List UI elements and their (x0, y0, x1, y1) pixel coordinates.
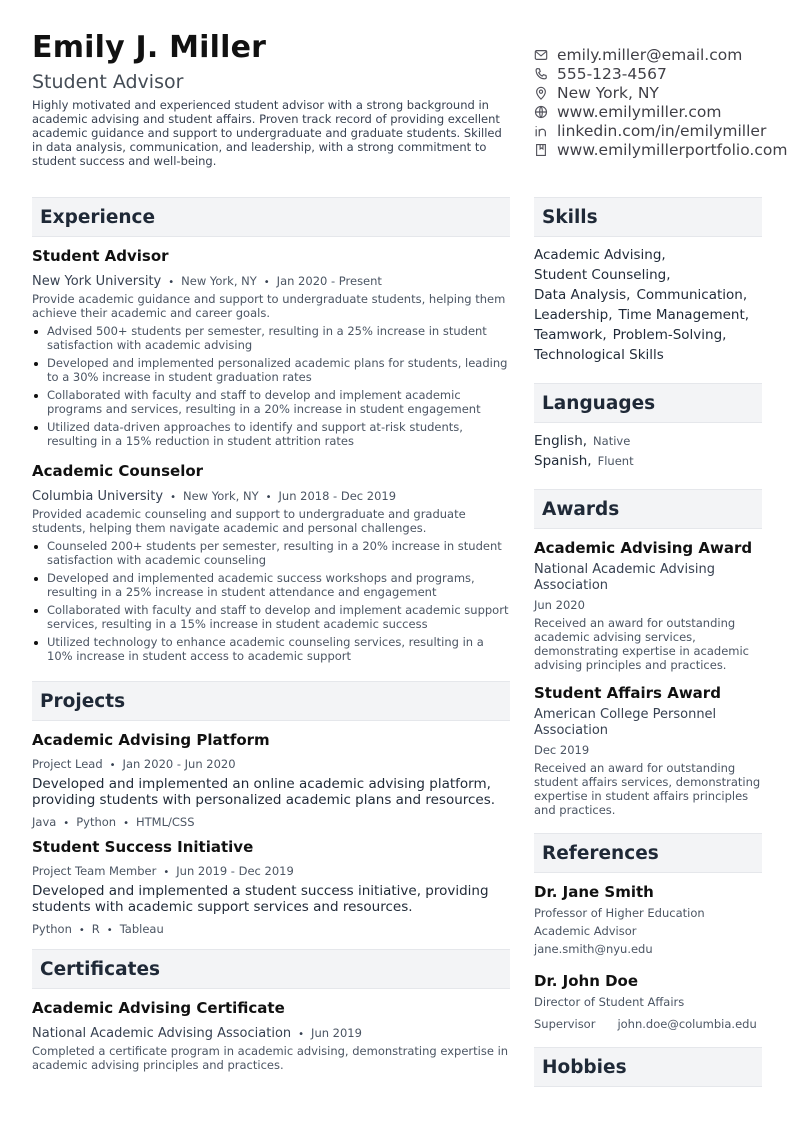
language-level: Fluent (597, 454, 634, 468)
experience-title: Academic Counselor (32, 462, 204, 480)
award-entry (534, 684, 762, 817)
project-tech: HTML/CSS (135, 815, 195, 829)
contact-website[interactable] (534, 102, 794, 121)
reference-position: Professor of Higher Education (534, 906, 705, 920)
resume-role: Student Advisor (32, 71, 184, 93)
award-org: National Academic Advising Association (534, 562, 715, 593)
experience-summary: Provide academic guidance and support to undergraduate students, helping them achieve their academic and career goals. (32, 292, 506, 320)
language-name: English, (534, 433, 588, 449)
project-description: Developed and implemented a student success initiative, providing students with academic support services and resources. (32, 883, 489, 915)
project-description: Developed and implemented an online academic advising platform, providing students with personalized academic plans and resources. (32, 776, 496, 808)
project-title: Student Success Initiative (32, 838, 254, 856)
reference-email[interactable]: jane.smith@nyu.edu (534, 942, 653, 956)
award-description: Received an award for outstanding academic advising services, demonstrating expertise in academic advising principles and practices. (534, 616, 749, 672)
contact-phone-text: 555-123-4567 (557, 64, 667, 83)
location-pin-icon (534, 86, 548, 100)
project-tech: Python (76, 815, 117, 829)
reference-position: Director of Student Affairs (534, 995, 685, 1009)
certificate-title: Academic Advising Certificate (32, 999, 285, 1017)
award-date: Dec 2019 (534, 743, 590, 757)
experience-bullet: Utilized technology to enhance academic counseling services, resulting in a 10% increase in student access to academic support (32, 635, 510, 663)
experience-bullet: Advised 500+ students per semester, resulting in a 25% increase in student satisfaction with academic advising (32, 324, 510, 352)
skills-row (534, 305, 762, 325)
experience-section-header (32, 197, 510, 237)
experience-meta-row (32, 270, 510, 289)
contact-phone[interactable] (534, 64, 794, 83)
skill-item: Problem-Solving, (612, 327, 727, 343)
contact-linkedin[interactable] (534, 121, 794, 140)
languages-heading: Languages (542, 393, 656, 414)
project-meta-row (32, 860, 510, 879)
portfolio-icon (534, 143, 548, 157)
separator-dot: • (170, 492, 176, 503)
experience-title: Student Advisor (32, 247, 169, 265)
certificates-section-header (32, 949, 510, 989)
reference-entry (534, 883, 762, 956)
globe-icon (534, 105, 548, 119)
language-level: Native (593, 434, 631, 448)
experience-location: New York, NY (183, 489, 259, 503)
reference-entry (534, 972, 762, 1032)
experience-bullets (32, 539, 510, 663)
separator-dot: • (298, 1029, 305, 1040)
experience-dates: Jun 2018 - Dec 2019 (278, 489, 397, 503)
project-role: Project Lead (32, 757, 103, 771)
separator-dot: • (265, 492, 272, 503)
certificate-date: Jun 2019 (311, 1026, 362, 1040)
experience-bullet: Collaborated with faculty and staff to develop and implement academic support services, resulting in a 15% increase in student academic success (32, 603, 510, 631)
contact-portfolio-text: www.emilymillerportfolio.com (557, 140, 788, 159)
award-entry (534, 539, 762, 672)
skill-item: Communication, (636, 287, 748, 303)
skills-row (534, 325, 762, 345)
reference-name: Dr. John Doe (534, 972, 639, 990)
experience-bullet: Developed and implemented personalized academic plans for students, leading to a 30% increase in student graduation rates (32, 356, 510, 384)
skill-item: Technological Skills (534, 347, 664, 363)
experience-location: New York, NY (181, 274, 257, 288)
experience-org: Columbia University (32, 489, 164, 504)
award-org: American College Personnel Association (534, 707, 717, 738)
awards-heading: Awards (542, 499, 620, 520)
project-tech: Python (32, 922, 72, 936)
experience-dates: Jan 2020 - Present (276, 274, 382, 288)
reference-relation: Academic Advisor (534, 924, 637, 938)
contact-list (534, 45, 794, 159)
certificate-meta-row (32, 1022, 510, 1041)
separator-dot: • (168, 277, 175, 288)
references-section-header (534, 833, 762, 873)
project-dates: Jan 2020 - Jun 2020 (122, 757, 236, 771)
projects-heading: Projects (40, 691, 126, 712)
award-title: Academic Advising Award (534, 539, 753, 557)
experience-bullet: Counseled 200+ students per semester, resulting in a 20% increase in student satisfaction with academic counseling (32, 539, 510, 567)
skill-item: Data Analysis, (534, 287, 631, 303)
projects-section-header (32, 681, 510, 721)
experience-entry (32, 462, 510, 667)
experience-bullet: Developed and implemented academic success workshops and programs, resulting in a 25% increase in student attendance and engagement (32, 571, 510, 599)
contact-email-text: emily.miller@email.com (557, 45, 743, 64)
project-tech: Java (32, 815, 57, 829)
separator-dot: • (163, 867, 170, 878)
contact-website-text: www.emilymiller.com (557, 102, 722, 121)
project-tech: R (91, 922, 100, 936)
skill-item: Student Counseling, (534, 267, 671, 283)
language-item (534, 451, 762, 471)
award-title: Student Affairs Award (534, 684, 721, 702)
project-tech: Tableau (119, 922, 164, 936)
reference-email[interactable]: john.doe@columbia.edu (617, 1017, 757, 1031)
references-heading: References (542, 843, 659, 864)
reference-contact-row (534, 1013, 762, 1032)
skill-item: Academic Advising, (534, 247, 666, 263)
experience-heading: Experience (40, 207, 156, 228)
experience-bullet: Collaborated with faculty and staff to develop and implement academic programs and services, resulting in a 20% increase in student engagement (32, 388, 510, 416)
contact-portfolio[interactable] (534, 140, 794, 159)
project-entry (32, 838, 510, 937)
phone-icon (534, 67, 548, 81)
skills-row (534, 285, 762, 305)
language-item (534, 431, 762, 451)
project-role: Project Team Member (32, 864, 157, 878)
skills-row (534, 245, 762, 265)
languages-list (534, 431, 762, 471)
mail-icon (534, 48, 548, 62)
award-date: Jun 2020 (534, 598, 585, 612)
contact-email[interactable] (534, 45, 794, 64)
contact-location (534, 83, 794, 102)
experience-org: New York University (32, 274, 162, 289)
skills-list (534, 245, 762, 365)
contact-location-text: New York, NY (557, 83, 659, 102)
experience-meta-row (32, 485, 510, 504)
skills-row (534, 265, 762, 285)
contact-linkedin-text: linkedin.com/in/emilymiller (557, 121, 767, 140)
separator-dot: • (263, 277, 270, 288)
resume-summary: Highly motivated and experienced student advisor with a strong background in academic advising and student affairs. Proven track record of providing excellent academic guidance and support to undergraduate and graduate students. Skilled in data analysis, communication, and leadership, with a strong commitment to student success and well-being. (32, 98, 502, 168)
project-meta-row (32, 753, 510, 772)
project-entry (32, 731, 510, 830)
experience-bullet: Utilized data-driven approaches to identify and support at-risk students, resulting in a 15% reduction in student attrition rates (32, 420, 510, 448)
skill-item: Time Management, (618, 307, 750, 323)
linkedin-icon (534, 124, 548, 138)
reference-relation: Supervisor (534, 1017, 596, 1031)
certificate-org: National Academic Advising Association (32, 1026, 292, 1041)
project-tech-list (32, 811, 510, 830)
skill-item: Teamwork, (534, 327, 607, 343)
separator-dot: • (63, 818, 70, 829)
separator-dot: • (109, 760, 116, 771)
reference-name: Dr. Jane Smith (534, 883, 654, 901)
separator-dot: • (123, 818, 129, 829)
awards-section-header (534, 489, 762, 529)
skill-item: Leadership, (534, 307, 613, 323)
project-dates: Jun 2019 - Dec 2019 (176, 864, 294, 878)
skills-row (534, 345, 762, 365)
hobbies-heading: Hobbies (542, 1057, 627, 1078)
experience-entry (32, 247, 510, 452)
languages-section-header (534, 383, 762, 423)
certificate-description: Completed a certificate program in academic advising, demonstrating expertise in academic advising principles and practices. (32, 1044, 509, 1072)
resume-name: Emily J. Miller (32, 30, 267, 65)
certificates-heading: Certificates (40, 959, 160, 980)
experience-bullets (32, 324, 510, 448)
skills-heading: Skills (542, 207, 598, 228)
project-title: Academic Advising Platform (32, 731, 270, 749)
hobbies-section-header (534, 1047, 762, 1087)
skills-section-header (534, 197, 762, 237)
project-tech-list (32, 918, 510, 937)
separator-dot: • (106, 925, 113, 936)
separator-dot: • (78, 925, 85, 936)
award-description: Received an award for outstanding student affairs services, demonstrating expertise in student affairs principles and practices. (534, 761, 761, 817)
certificate-entry (32, 999, 510, 1072)
language-name: Spanish, (534, 453, 592, 469)
experience-summary: Provided academic counseling and support to undergraduate and graduate students, helping them navigate academic and personal challenges. (32, 507, 466, 535)
